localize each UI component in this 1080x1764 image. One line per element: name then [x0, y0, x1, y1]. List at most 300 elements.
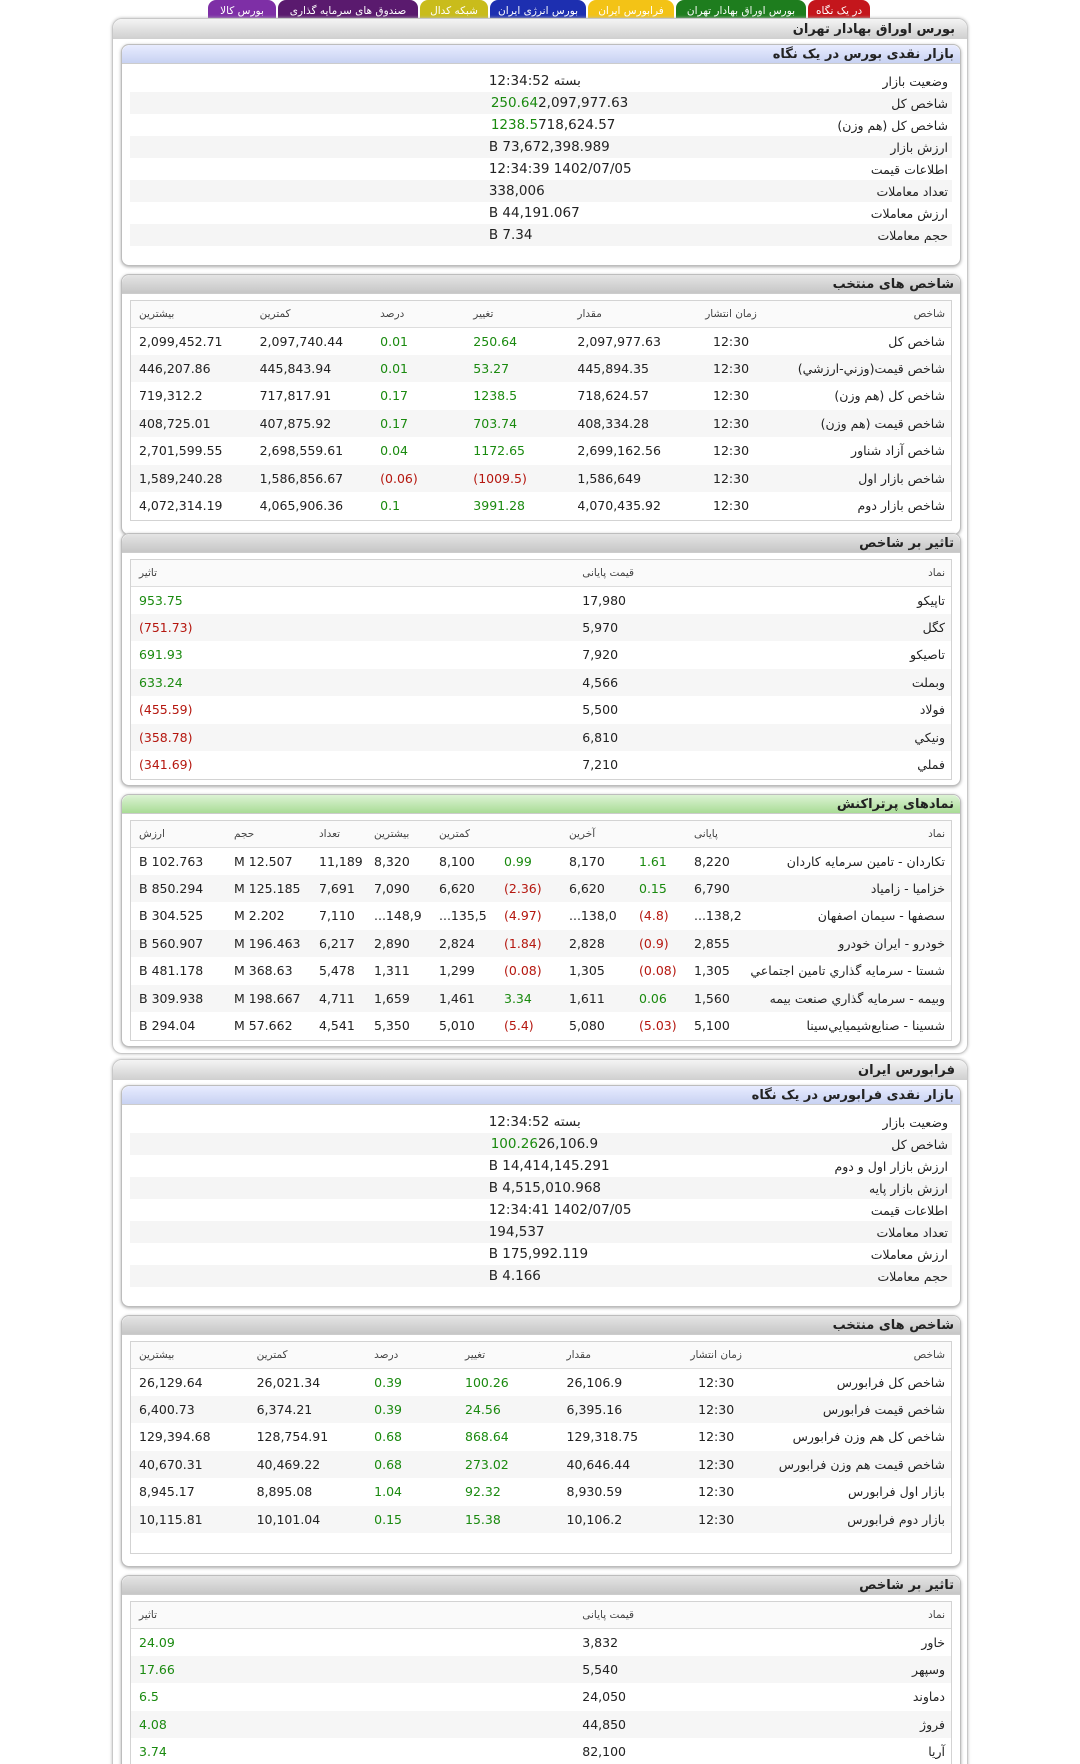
tse-indices-panel — [121, 274, 961, 535]
table-row[interactable] — [131, 1451, 951, 1479]
col-header[interactable]: تاثیر — [131, 1602, 574, 1628]
table-cell[interactable]: ونیکي — [774, 724, 951, 752]
table-cell: 24.09 — [139, 1634, 175, 1650]
table-cell[interactable]: بازار اول فرابورس — [848, 1484, 945, 1500]
ifb-glance-panel — [121, 1085, 961, 1307]
glance-change: 1238.5 — [490, 117, 539, 133]
col-header[interactable]: قیمت پایانی — [574, 1602, 773, 1628]
glance-label: ارزش معاملات — [870, 205, 948, 221]
table-cell: 7,920 — [582, 647, 619, 663]
table-cell: 5,080 — [569, 1018, 605, 1034]
table-cell: 4,070,435.92 — [577, 498, 661, 514]
table-cell: 2,701,599.55 — [139, 443, 223, 459]
glance-value-cell — [483, 202, 638, 224]
table-cell: 0.01 — [372, 355, 465, 383]
col-header[interactable]: ارزش — [131, 821, 226, 847]
glance-value-cell — [483, 1133, 638, 1155]
col-header[interactable]: تاثیر — [131, 560, 574, 586]
table-row[interactable] — [131, 1478, 951, 1506]
table-row[interactable] — [131, 1396, 951, 1424]
table-cell[interactable]: آریا — [928, 1744, 945, 1760]
table-cell: 2,699,162.56 — [577, 443, 661, 459]
tab-0[interactable]: در یک نگاه — [808, 0, 870, 22]
table-cell: 3991.28 — [473, 498, 525, 514]
ifb-glance-title: بازار نقدی فرابورس در یک نگاه — [122, 1086, 960, 1105]
table-cell[interactable]: شستا - سرمايه گذاري تامين اجتماعي — [750, 963, 945, 979]
table-cell: (341.69) — [139, 757, 193, 773]
table-cell: 5,540 — [574, 1656, 773, 1684]
glance-spacer — [130, 1177, 483, 1199]
table-cell[interactable]: فروژ — [774, 1711, 951, 1739]
table-cell: 138,0... — [569, 908, 617, 924]
tab-3[interactable]: بورس انرژی ایران — [490, 0, 586, 22]
table-row[interactable] — [131, 1711, 951, 1739]
glance-label: شاخص کل (هم وزن) — [837, 117, 948, 133]
glance-value: 4,515,010.968 B — [488, 1180, 602, 1196]
table-cell: 12:30 — [713, 443, 750, 459]
table-cell: (4.97) — [504, 908, 542, 924]
glance-value: 7.34 B — [488, 227, 533, 243]
col-header[interactable]: نماد — [774, 560, 951, 586]
glance-value: 1402/07/05 12:34:41 — [488, 1202, 632, 1218]
ifb-glance-table — [130, 1111, 952, 1287]
table-row[interactable] — [131, 492, 951, 520]
header-row — [131, 1602, 951, 1628]
tse-glance-table — [130, 70, 952, 246]
tse-glance-title: بازار نقدی بورس در یک نگاه — [122, 45, 960, 64]
table-row[interactable] — [131, 437, 951, 465]
table-cell[interactable]: شاخص آزاد شناور — [851, 443, 945, 459]
table-cell: 0.39 — [366, 1396, 457, 1424]
table-cell[interactable]: شاخص کل (هم وزن) — [834, 388, 945, 404]
glance-value: 26,106.9 — [537, 1136, 599, 1152]
table-cell: 0.1 — [380, 498, 401, 514]
table-cell[interactable]: خودرو - ایران خودرو — [746, 930, 951, 958]
col-header[interactable]: بیشترین — [131, 301, 252, 327]
table-cell: 2,097,977.63 — [577, 333, 661, 349]
tab-5[interactable]: صندوق های سرمایه گذاری — [278, 0, 418, 22]
table-cell: 12:30 — [698, 1484, 735, 1500]
table-cell[interactable]: تاپیکو — [917, 592, 945, 608]
table-row[interactable] — [131, 355, 951, 383]
table-cell: 1,560 — [686, 985, 746, 1013]
table-cell: 4,711 — [311, 985, 366, 1013]
table-cell[interactable]: شاخص قیمت فرابورس — [767, 1396, 951, 1424]
table-cell: 6,400.73 — [131, 1396, 249, 1424]
table-cell: 1,311 — [374, 963, 410, 979]
col-header[interactable]: زمان انتشار — [679, 301, 783, 327]
table-cell: (0.08) — [639, 963, 677, 979]
table-cell: 6,374.21 — [249, 1396, 367, 1424]
table-cell: 12:30 — [679, 410, 783, 438]
table-cell: 850.294 B — [131, 875, 226, 903]
table-cell: 7,090 — [366, 875, 431, 903]
glance-value: 1402/07/05 12:34:39 — [488, 161, 632, 177]
glance-value-cell — [483, 158, 638, 180]
table-cell: 3.74 — [139, 1744, 167, 1760]
table-cell: 4,065,906.36 — [259, 498, 344, 514]
glance-label: ارزش معاملات — [870, 1246, 948, 1262]
glance-label: تعداد معاملات — [637, 1221, 952, 1243]
table-row[interactable] — [131, 696, 951, 724]
table-cell: 7,691 — [311, 875, 366, 903]
table-cell: 0.15 — [631, 875, 686, 903]
table-cell: (0.08) — [504, 963, 542, 979]
table-cell: (0.06) — [372, 465, 465, 493]
glance-spacer — [130, 1155, 483, 1177]
table-row[interactable] — [131, 1656, 951, 1684]
glance-label: حجم معاملات — [637, 1265, 952, 1287]
ifb-indices-table — [131, 1342, 951, 1553]
table-row[interactable] — [131, 669, 951, 697]
table-cell: 5,478 — [319, 963, 355, 979]
glance-value-cell — [483, 180, 638, 202]
table-cell: 1,586,856.67 — [252, 465, 373, 493]
table-cell: 40,646.44 — [559, 1451, 666, 1479]
table-cell: (358.78) — [131, 724, 574, 752]
table-cell: (1009.5) — [465, 465, 569, 493]
table-cell: (5.4) — [504, 1018, 534, 1034]
table-cell[interactable]: فولاد — [919, 702, 945, 718]
glance-label: شاخص کل — [638, 92, 952, 114]
table-row[interactable] — [131, 751, 951, 779]
table-row[interactable] — [131, 614, 951, 642]
table-cell: 691.93 — [139, 647, 183, 663]
glance-row — [130, 1199, 952, 1221]
col-header[interactable]: نماد — [746, 821, 951, 847]
table-cell: 5,350 — [374, 1018, 410, 1034]
glance-label: وضعیت بازار — [882, 1114, 948, 1130]
tse-impact-title: تاثیر بر شاخص — [122, 534, 960, 553]
table-cell: (1.84) — [496, 930, 561, 958]
glance-value: 175,992.119 B — [488, 1246, 589, 1262]
table-cell: 8,100 — [439, 853, 475, 869]
col-header[interactable]: تغییر — [465, 301, 569, 327]
table-cell: 250.64 — [473, 333, 518, 349]
spacer-row — [131, 1533, 951, 1553]
table-cell: 12:30 — [713, 333, 750, 349]
table-row[interactable] — [131, 724, 951, 752]
table-cell: 1,586,649 — [569, 465, 679, 493]
col-header[interactable]: تعداد — [311, 821, 366, 847]
glance-label: شاخص کل — [637, 1133, 952, 1155]
spacer-cell — [131, 1533, 951, 1553]
col-header[interactable]: حجم — [226, 821, 311, 847]
table-cell[interactable]: وبملت — [774, 669, 951, 697]
glance-spacer — [130, 180, 483, 202]
table-row[interactable] — [131, 847, 951, 875]
glance-value-cell — [483, 92, 638, 114]
table-row[interactable] — [131, 930, 951, 958]
col-header[interactable]: قیمت پایانی — [574, 560, 773, 586]
table-cell: 8,170 — [569, 853, 605, 869]
table-cell: 148,9... — [374, 908, 422, 924]
table-cell[interactable]: شاخص کل فرابورس — [836, 1374, 945, 1390]
col-header[interactable]: تغییر — [457, 1342, 559, 1368]
table-cell[interactable]: شسینا - صنايع‌شيميايي‌سينا — [806, 1018, 945, 1034]
glance-label: اطلاعات قیمت — [870, 1202, 948, 1218]
table-cell: 6,790 — [686, 875, 746, 903]
table-cell[interactable]: شاخص بازار اول — [783, 465, 951, 493]
table-cell: 57.662 M — [234, 1018, 293, 1034]
glance-spacer — [130, 114, 483, 136]
table-cell: 12:30 — [698, 1374, 735, 1390]
glance-label: تعداد معاملات — [638, 180, 952, 202]
table-cell[interactable]: فملي — [917, 757, 945, 773]
col-header[interactable]: زمان انتشار — [665, 1342, 767, 1368]
col-header[interactable]: پایانی — [686, 821, 746, 847]
table-cell: 12.507 M — [234, 853, 293, 869]
table-row[interactable] — [131, 641, 951, 669]
table-cell[interactable]: دماوند — [912, 1689, 945, 1705]
glance-value: 194,537 — [488, 1224, 545, 1240]
table-cell: 294.04 B — [139, 1018, 196, 1034]
tse-active-title: نمادهای پرتراکنش — [122, 795, 960, 814]
table-cell: 6,217 — [311, 930, 366, 958]
table-cell: 309.938 B — [131, 985, 226, 1013]
table-cell: 1,305 — [694, 963, 730, 979]
table-cell: 12:30 — [665, 1506, 767, 1534]
header-row — [131, 301, 951, 327]
table-cell[interactable]: تاصیکو — [909, 647, 945, 663]
table-cell: 12:30 — [713, 498, 750, 514]
tab-6[interactable]: بورس کالا — [208, 0, 276, 22]
table-cell: 0.99 — [504, 853, 532, 869]
glance-spacer — [130, 1133, 483, 1155]
table-cell: 12:30 — [665, 1396, 767, 1424]
table-cell: 0.17 — [380, 388, 408, 404]
table-cell[interactable]: کگل — [774, 614, 951, 642]
table-cell: (5.03) — [639, 1018, 677, 1034]
table-cell: 26,106.9 — [566, 1374, 623, 1390]
glance-value-cell — [483, 114, 638, 136]
table-cell[interactable]: سصفها - سیمان اصفهان — [817, 908, 945, 924]
tse-title: بورس اوراق بهادار تهران — [113, 19, 967, 39]
col-header[interactable]: کمترین — [252, 301, 373, 327]
table-cell[interactable]: خزامیا - زامیاد — [746, 875, 951, 903]
glance-value: 4.166 B — [488, 1268, 541, 1284]
table-cell: 24.56 — [457, 1396, 559, 1424]
table-cell: 2,099,452.71 — [139, 333, 223, 349]
table-cell: 100.26 — [465, 1374, 509, 1390]
table-cell: 1,299 — [439, 963, 475, 979]
table-row[interactable] — [131, 902, 951, 930]
table-cell[interactable]: وبیمه - سرمايه گذاري صنعت بيمه — [746, 985, 951, 1013]
table-cell: 2,097,740.44 — [259, 333, 344, 349]
table-cell: 304.525 B — [139, 908, 204, 924]
table-cell: 6,395.16 — [559, 1396, 666, 1424]
table-cell: 17,980 — [582, 592, 626, 608]
table-cell: 868.64 — [465, 1429, 509, 1445]
table-cell: 125.185 M — [226, 875, 311, 903]
glance-value-cell — [483, 1177, 638, 1199]
col-header[interactable]: آخرین — [561, 821, 631, 847]
table-cell: 3,832 — [582, 1634, 619, 1650]
table-cell: 408,334.28 — [569, 410, 679, 438]
table-row[interactable] — [131, 410, 951, 438]
glance-spacer — [130, 136, 483, 158]
glance-row — [130, 1243, 952, 1265]
table-cell: 3.34 — [496, 985, 561, 1013]
glance-label: وضعیت بازار — [882, 73, 948, 89]
table-cell: (751.73) — [131, 614, 574, 642]
table-cell[interactable]: شاخص قیمت (هم وزن) — [783, 410, 951, 438]
table-cell: 12:30 — [679, 465, 783, 493]
glance-row — [130, 1111, 952, 1133]
ifb-impact-panel — [121, 1575, 961, 1764]
table-cell: 273.02 — [457, 1451, 559, 1479]
table-cell: 8,220 — [694, 853, 730, 869]
table-cell: 408,725.01 — [131, 410, 252, 438]
table-cell: 0.68 — [374, 1429, 402, 1445]
table-cell[interactable]: تکاردان - تامین سرمایه کاردان — [786, 853, 945, 869]
table-cell: 560.907 B — [131, 930, 226, 958]
header-row — [131, 560, 951, 586]
glance-value: 73,672,398.989 B — [488, 139, 610, 155]
ifb-impact-table — [131, 1602, 951, 1764]
table-cell: 6,620 — [431, 875, 496, 903]
glance-value-cell — [483, 1199, 638, 1221]
table-cell: 40,670.31 — [131, 1451, 249, 1479]
table-cell[interactable]: خاور — [921, 1634, 945, 1650]
glance-value-cell — [483, 1221, 638, 1243]
table-cell: 196.463 M — [226, 930, 311, 958]
glance-spacer — [130, 92, 483, 114]
glance-spacer — [130, 1265, 483, 1287]
glance-row — [130, 70, 952, 92]
col-header[interactable] — [496, 821, 561, 847]
glance-row — [130, 202, 952, 224]
table-cell: 11,189 — [319, 853, 363, 869]
col-header[interactable]: شاخص — [767, 1342, 951, 1368]
tse-active-table — [131, 821, 951, 1040]
table-cell: 8,945.17 — [139, 1484, 195, 1500]
table-row[interactable] — [131, 1683, 951, 1711]
col-header[interactable]: بیشترین — [366, 821, 431, 847]
glance-row — [130, 92, 952, 114]
table-row[interactable] — [131, 1423, 951, 1451]
table-row[interactable] — [131, 1628, 951, 1656]
table-row[interactable] — [131, 327, 951, 355]
table-cell: 10,106.2 — [559, 1506, 666, 1534]
table-cell: 2.202 M — [234, 908, 285, 924]
table-cell: 138,2... — [694, 908, 742, 924]
tse-active-panel — [121, 794, 961, 1047]
table-cell: (2.36) — [496, 875, 561, 903]
col-header[interactable]: مقدار — [559, 1342, 666, 1368]
tse-impact-table — [131, 560, 951, 779]
header-row — [131, 1342, 951, 1368]
col-header[interactable]: بیشترین — [131, 1342, 249, 1368]
table-cell: 445,843.94 — [252, 355, 373, 383]
table-cell: 703.74 — [465, 410, 569, 438]
tse-impact-panel — [121, 533, 961, 786]
tab-1[interactable]: بورس اوراق بهادار تهران — [676, 0, 806, 22]
glance-value: 718,624.57 — [538, 117, 616, 133]
table-cell[interactable]: وسپهر — [774, 1656, 951, 1684]
table-cell: 10,101.04 — [249, 1506, 367, 1534]
table-cell: 24,050 — [582, 1689, 626, 1705]
table-cell: 1,659 — [366, 985, 431, 1013]
table-cell: 26,129.64 — [139, 1374, 203, 1390]
glance-value-cell — [483, 70, 638, 92]
ifb-indices-panel — [121, 1315, 961, 1567]
glance-spacer — [130, 202, 483, 224]
table-cell: 7,210 — [582, 757, 619, 773]
table-cell: 198.667 M — [226, 985, 311, 1013]
table-cell: 2,698,559.61 — [259, 443, 344, 459]
table-cell[interactable]: شاخص بازار دوم — [857, 498, 945, 514]
table-row[interactable] — [131, 586, 951, 614]
table-cell: 44,850 — [574, 1711, 773, 1739]
tse-indices-title: شاخص های منتخب — [122, 275, 960, 294]
glance-value: بسته 12:34:52 — [488, 73, 581, 89]
table-cell: 6,810 — [574, 724, 773, 752]
col-header[interactable]: کمترین — [249, 1342, 367, 1368]
glance-value-cell — [483, 136, 638, 158]
table-cell[interactable]: بازار دوم فرابورس — [767, 1506, 951, 1534]
glance-label: اطلاعات قیمت — [870, 161, 948, 177]
table-row[interactable] — [131, 1012, 951, 1040]
table-cell: 1238.5 — [473, 388, 518, 404]
tab-2[interactable]: فرابورس ایران — [588, 0, 674, 22]
table-cell: 4,566 — [574, 669, 773, 697]
col-header[interactable]: درصد — [366, 1342, 457, 1368]
col-header[interactable]: درصد — [372, 301, 465, 327]
table-cell: 0.01 — [380, 333, 408, 349]
table-cell: 12:30 — [713, 388, 750, 404]
table-cell: 40,469.22 — [249, 1451, 367, 1479]
col-header[interactable]: کمترین — [431, 821, 496, 847]
table-row[interactable] — [131, 875, 951, 903]
table-cell: 0.15 — [366, 1506, 457, 1534]
table-cell: 15.38 — [457, 1506, 559, 1534]
tab-4[interactable]: شبکه کدال — [420, 0, 488, 22]
table-cell[interactable]: شاخص کل — [888, 333, 945, 349]
glance-value: 14,414,145.291 B — [488, 1158, 610, 1174]
table-cell[interactable]: شاخص کل هم وزن فرابورس — [792, 1429, 945, 1445]
col-header[interactable] — [631, 821, 686, 847]
glance-spacer — [130, 158, 483, 180]
table-cell: 12:30 — [679, 355, 783, 383]
table-row[interactable] — [131, 1506, 951, 1534]
table-row[interactable] — [131, 382, 951, 410]
table-row[interactable] — [131, 957, 951, 985]
table-cell: 10,115.81 — [131, 1506, 249, 1534]
table-cell: 12:30 — [665, 1451, 767, 1479]
table-cell: 8,895.08 — [256, 1484, 313, 1500]
table-cell: 1,611 — [561, 985, 631, 1013]
table-cell: 2,855 — [686, 930, 746, 958]
table-row[interactable] — [131, 1738, 951, 1764]
glance-spacer — [130, 1221, 483, 1243]
table-cell[interactable]: شاخص قیمت هم وزن فرابورس — [767, 1451, 951, 1479]
table-cell[interactable]: شاخص قیمت(وزني-ارزشي) — [783, 355, 951, 383]
table-cell: 717,817.91 — [259, 388, 332, 404]
col-header[interactable]: نماد — [774, 1602, 951, 1628]
table-row[interactable] — [131, 465, 951, 493]
table-cell: 4,541 — [319, 1018, 355, 1034]
col-header[interactable]: شاخص — [783, 301, 951, 327]
ifb-impact-title: تاثیر بر شاخص — [122, 1576, 960, 1595]
table-cell: 6.5 — [139, 1689, 159, 1705]
table-row[interactable] — [131, 985, 951, 1013]
glance-value-cell — [483, 1111, 638, 1133]
col-header[interactable]: مقدار — [569, 301, 679, 327]
table-row[interactable] — [131, 1368, 951, 1396]
glance-value-cell — [483, 224, 638, 246]
table-cell: 7,110 — [319, 908, 355, 924]
